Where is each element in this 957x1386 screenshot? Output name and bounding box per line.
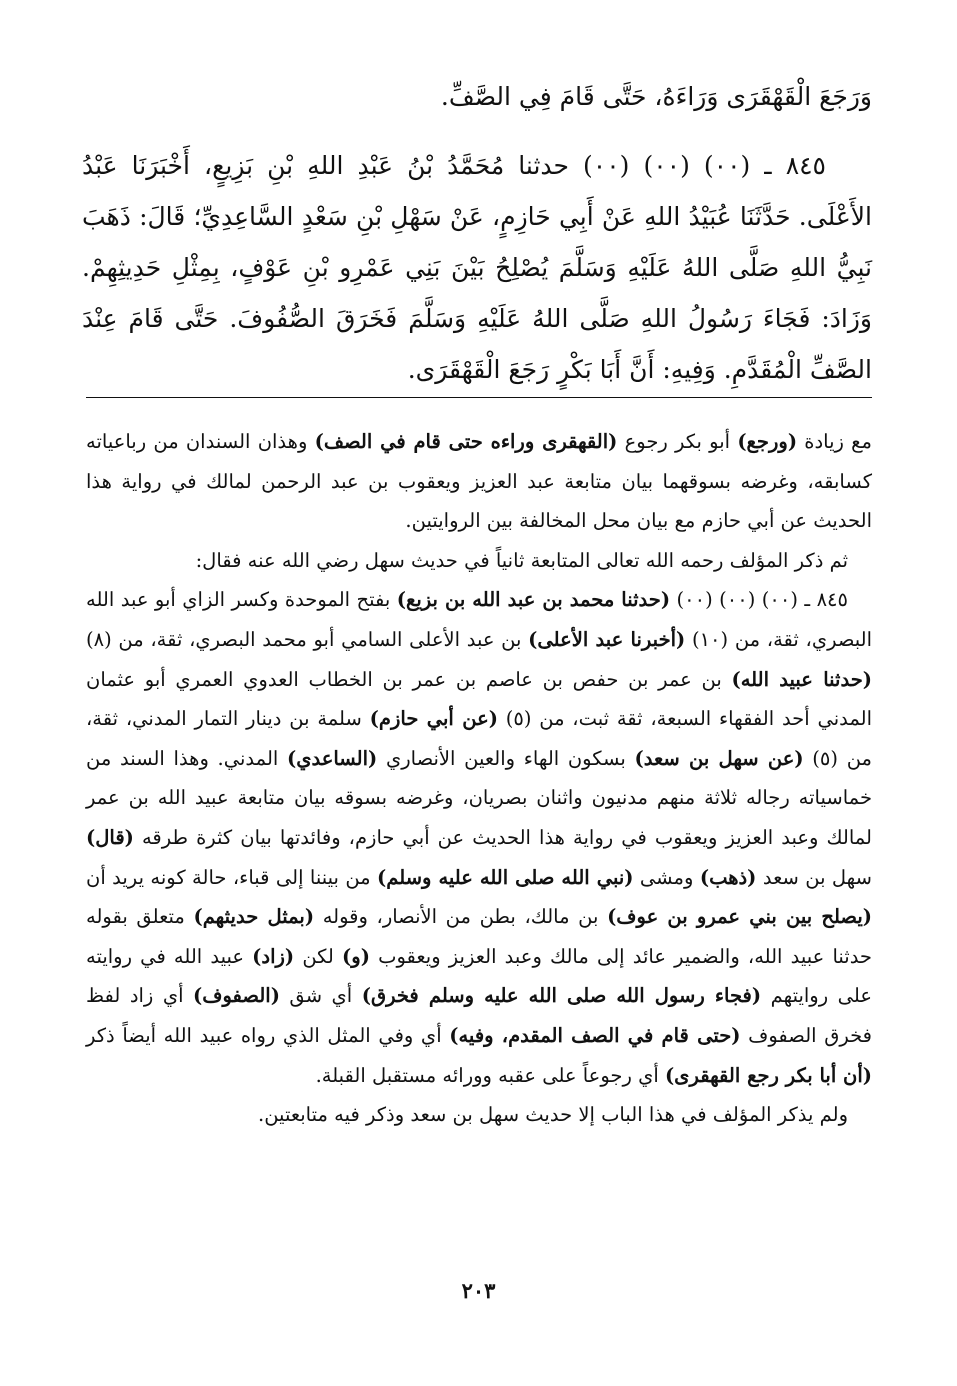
commentary-text: سهل بن سعد xyxy=(756,865,873,889)
footnote-separator xyxy=(86,397,872,398)
commentary-quote: (بمثل حديثهم) xyxy=(193,905,315,929)
commentary-paragraph-3 xyxy=(86,580,872,1095)
commentary-quote: (حتى قام في الصف المقدم، وفيه) xyxy=(449,1023,741,1047)
commentary-quote: (حدثنا محمد بن عبد الله بن بزيع) xyxy=(396,588,671,612)
commentary-text: أي رجوعاً على عقبه وورائه مستقبل القبلة. xyxy=(315,1063,665,1087)
commentary-quote: (الساعدي) xyxy=(286,746,378,770)
page-number: ٢٠٣ xyxy=(461,1278,496,1303)
hadith-carryover-line: وَرَجَعَ الْقَهْقَرَى وَرَاءَهُ، حَتَّى قَامَ فِي الصَّفِّ. xyxy=(440,82,872,111)
commentary-text: ٨٤٥ ـ (٠٠) (٠٠) (٠٠) xyxy=(670,588,848,612)
commentary-text: أي وفي المثل الذي رواه عبيد الله أيضاً ذكر xyxy=(86,1023,450,1047)
commentary-paragraph-1 xyxy=(86,422,872,541)
commentary-quote: (حدثنا عبيد الله) xyxy=(731,667,873,691)
commentary-quote: (ورجع) xyxy=(737,430,798,453)
commentary-text: مع زيادة xyxy=(797,430,872,453)
commentary-quote: (ذهب) xyxy=(699,865,757,889)
commentary-text: متعلق بقوله حدثنا عبيد الله، والضمير عائد إلى مالك وعبد العزيز ويعقوب xyxy=(86,905,872,968)
commentary-text: بن مالك، بطن من الأنصار، وقوله xyxy=(314,905,608,929)
commentary-text: بن عمر بن حفص بن عاصم بن عمر بن الخطاب العدوي العمري أبو عثمان المدني أحد الفقهاء السبعة، ثقة ثبت، من (٥) xyxy=(86,667,872,731)
commentary-text: بفتح الموحدة وكسر الزاي أبو عبد الله البصري، ثقة، من (١٠) xyxy=(86,588,872,651)
commentary-text: بسكون الهاء والعين الأنصاري xyxy=(377,746,635,770)
commentary-quote: (أن أبا بكر رجع القهقرى) xyxy=(664,1063,872,1087)
commentary-text: المدني. وهذا السند من خماسياته رجاله ثلاثة منهم مدنيون واثنان بصريان، وغرضه بسوقه بيان متابعة عبيد الله بن عمر لمالك وعبد العزيز ويعقوب في رواية هذا الحديث عن أبي حازم، وفائدتها بيان كثرة طرقه xyxy=(86,746,872,849)
commentary-text: وهذان السندان من رباعياته كسابقه، وغرضه بسوقهما بيان متابعة عبد العزيز ويعقوب بن عبد الرحمن لمالك في رواية هذا الحديث عن أبي حازم مع بيان محل المخالفة بين الروايتين. xyxy=(86,430,872,533)
commentary-quote: (نبي الله صلى الله عليه وسلم) xyxy=(377,865,634,889)
commentary-quote: (فجاء رسول الله صلى الله عليه وسلم فخرق) xyxy=(361,984,762,1008)
commentary-text: أبو بكر رجوع xyxy=(617,430,738,453)
commentary-quote: (عن أبي حازم) xyxy=(369,707,498,731)
commentary-text: لكن xyxy=(294,944,343,968)
commentary-text: عبيد الله في روايته على روايتهم xyxy=(86,944,872,1008)
commentary-paragraph-2: ثم ذكر المؤلف رحمه الله تعالى المتابعة ثانياً في حديث سهل رضي الله عنه فقال: xyxy=(195,548,848,572)
commentary-quote: (القهقرى وراءه حتى قام في الصف) xyxy=(314,430,618,453)
commentary-text: ومشى xyxy=(633,865,700,889)
commentary-text: أي شق xyxy=(279,984,362,1008)
hadith-845-paragraph: ٨٤٥ ـ (٠٠) (٠٠) (٠٠) حدثنا مُحَمَّدُ بْنُ عَبْدِ اللهِ بْنِ بَزِيعٍ، أَخْبَرَنَا عَبْدُ الأَعْلَى. حَدَّثَنَا عُبَيْدُ اللهِ عَنْ أَبِي حَازِمٍ، عَنْ سَهْلِ بْنِ سَعْدٍ السَّاعِدِيِّ؛ قَالَ: ذَهَبَ نَبِيُّ اللهِ صَلَّى اللهُ عَلَيْهِ وَسَلَّمَ يُصْلِحُ بَيْنَ بَنِي عَمْرِو بْنِ عَوْفٍ، بِمِثْلِ حَدِيثِهِمْ. وَزَادَ: فَجَاءَ رَسُولُ اللهِ صَلَّى اللهُ عَلَيْهِ وَسَلَّمَ فَخَرَقَ الصُّفُوفَ. حَتَّى قَامَ عِنْدَ الصَّفِّ الْمُقَدَّمِ. وَفِيهِ: أَنَّ أَبَا بَكْرٍ رَجَعَ الْقَهْقَرَى. xyxy=(82,151,872,384)
commentary-section xyxy=(86,422,872,1135)
commentary-text: أي زاد لفظ فخرق الصفوف xyxy=(86,984,872,1047)
commentary-paragraph-4: ولم يذكر المؤلف في هذا الباب إلا حديث سهل بن سعد وذكر فيه متابعتين. xyxy=(258,1103,848,1127)
commentary-text: بن عبد الأعلى السامي أبو محمد البصري، ثقة، من (٨) xyxy=(86,627,529,651)
commentary-quote: (زاد) xyxy=(252,944,295,968)
commentary-quote: (عن سهل بن سعد) xyxy=(634,746,804,770)
commentary-quote: (أخبرنا عبد الأعلى) xyxy=(528,627,686,651)
commentary-quote: (قال) xyxy=(86,825,134,849)
commentary-text: سلمة بن دينار التمار المدني، ثقة، من (٥) xyxy=(86,707,872,770)
hadith-845-text xyxy=(82,140,872,395)
commentary-text: من بيننا إلى قباء، حالة كونه يريد أن xyxy=(86,865,378,889)
commentary-quote: (الصفوف) xyxy=(193,984,280,1008)
commentary-quote: (و) xyxy=(342,944,370,968)
hadith-carryover xyxy=(82,71,872,122)
commentary-quote: (يصلح بين بني عمرو بن عوف) xyxy=(607,905,872,929)
